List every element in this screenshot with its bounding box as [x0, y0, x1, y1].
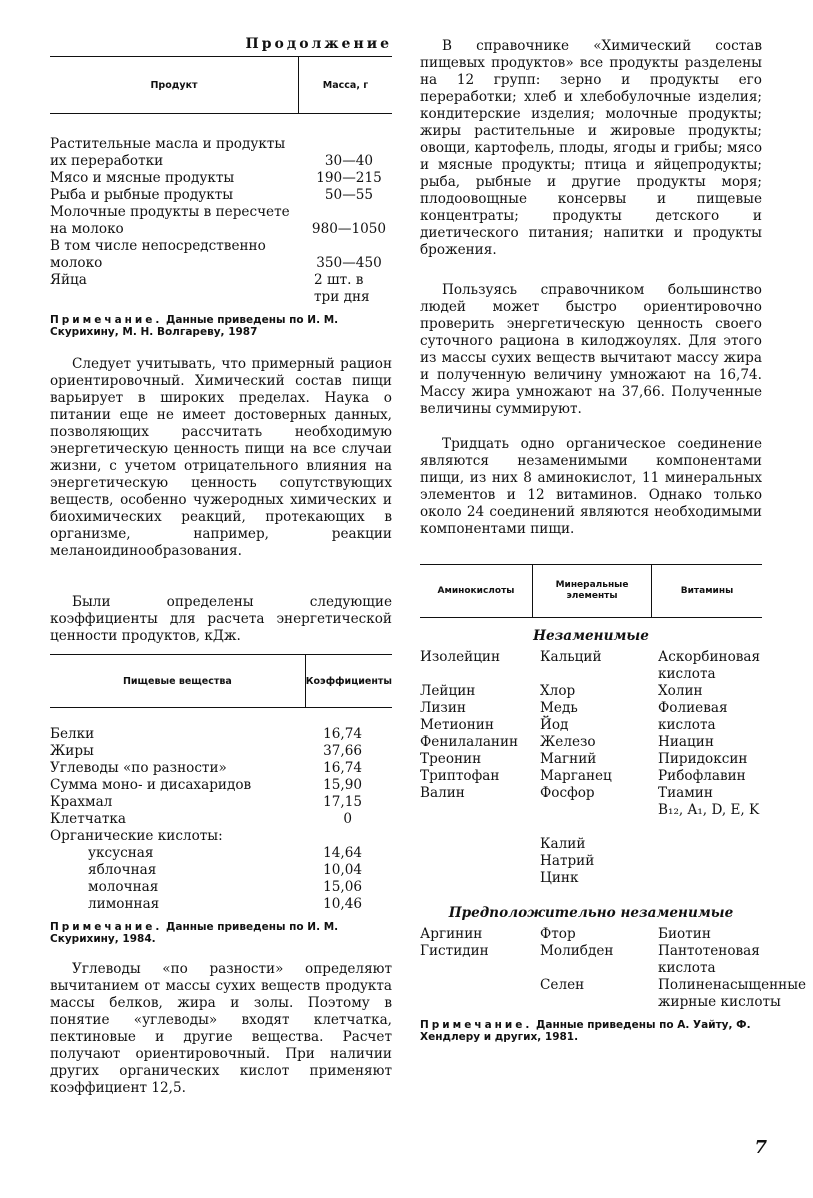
- vitamins-list: Биотин Пантотеновая кислота Полиненасыщенные жирные кислоты: [658, 926, 807, 1010]
- table1-col-product: Продукт: [150, 79, 198, 91]
- table-row: Растительные масла и продукты их переработки 30—40: [50, 136, 374, 169]
- table-row: Молочные продукты в пересчете на молоко 980—1050: [50, 204, 387, 237]
- table2-note: Примечание. Данные приведены по И. М. Скурихину, 1984.: [50, 921, 339, 945]
- paragraph: Следует учитывать, что примерный рацион ориентировочный. Химический состав пищи варьирует в широких пределах. Наука о питании еще не имеет достоверных данных, позволяющих рассчитать необходимую энергетическую ценность пищи на все случаи жизни, с учетом отрицательного влияния на энергетическую ценность сопутствующих веществ, особенно чужеродных химических и биохимических реакций, протекающих в организме, например, реакции меланоидинообразования.: [50, 356, 392, 559]
- continued-heading: Продолжение: [245, 36, 392, 52]
- table-row: Органические кислоты:: [50, 828, 223, 844]
- table-row: Жиры 37,66: [50, 743, 362, 759]
- table3-body-2: [420, 926, 807, 1011]
- table1-body: [50, 136, 392, 306]
- table3-body: [420, 649, 762, 887]
- left-column: [50, 30, 392, 1097]
- amino-list: Изолейцин Лейцин Лизин Метионин Фенилаланин Треонин Триптофан Валин: [420, 649, 519, 801]
- table3-note: Примечание. Данные приведены по А. Уайту, Ф. Хендлеру и других, 1981.: [420, 1019, 751, 1043]
- table-row: лимонная 10,46: [88, 896, 362, 912]
- table-row: Сумма моно- и дисахаридов 15,90: [50, 777, 362, 793]
- table-row: Яйца 2 шт. в три дня: [50, 272, 370, 305]
- table3-col-amino: Аминокислоты: [437, 585, 515, 596]
- section-title: Незаменимые: [533, 628, 649, 644]
- table3-col-vitamins: Витамины: [651, 565, 762, 617]
- table2-col-coefficients: Коэффициенты: [305, 655, 392, 707]
- table2-header: [50, 654, 392, 708]
- table2-body: [50, 726, 392, 913]
- paragraph: Тридцать одно органическое соединение являются незаменимыми компонентами пищи, из них 8 аминокислот, 11 минеральных элементов и 12 витаминов. Однако только около 24 соединений являются необходимыми компонентами пищи.: [420, 436, 762, 537]
- minerals-list: Кальций Хлор Медь Йод Железо Магний Марганец Фосфор Калий Натрий Цинк: [540, 649, 612, 886]
- table-row: Рыба и рыбные продукты 50—55: [50, 187, 374, 203]
- table1-col-mass: Масса, г: [298, 57, 392, 113]
- paragraph: В справочнике «Химический состав пищевых продуктов» все продукты разделены на 12 групп: зерно и продукты его переработки; хлеб и хлебобулочные изделия; кондитерские изделия; молочные продукты; жиры растительные и жировые продукты; овощи, картофель, плоды, ягоды и грибы; мясо и мясные продукты; птица и яйцепродукты; рыба, рыбные и другие продукты моря; плодоовощные консервы и пищевые концентраты; продукты детского и диетического питания; напитки и продукты брожения.: [420, 38, 762, 258]
- right-column: [420, 38, 807, 1043]
- table3-col-minerals: Минеральные элементы: [532, 565, 651, 617]
- minerals-list: Фтор Молибден Селен: [540, 926, 614, 993]
- table-row: уксусная 14,64: [88, 845, 362, 861]
- table-row: Мясо и мясные продукты 190—215: [50, 170, 382, 186]
- table2-col-substances: Пищевые вещества: [122, 675, 232, 687]
- table-row: яблочная 10,04: [88, 862, 362, 878]
- paragraph: Углеводы «по разности» определяют вычитанием от массы сухих веществ продукта массы белков, жира и золы. Поэтому в понятие «углеводы» входят клетчатка, пектиновые и другие вещества. Расчет получают ориентировочный. При наличии других органических кислот применяют коэффициент 12,5.: [50, 961, 392, 1096]
- vitamins-list: Аскорбиновая кислота Холин Фолиевая кислота Ниацин Пиридоксин Рибофлавин Тиамин B₁₂, A₁, D, E, K: [658, 649, 761, 818]
- page-number: 7: [754, 1137, 767, 1158]
- table-row: В том числе непосредственно молоко 350—450: [50, 238, 382, 271]
- table-row: Углеводы «по разности» 16,74: [50, 760, 362, 776]
- table-row: Крахмал 17,15: [50, 794, 362, 810]
- table-row: молочная 15,06: [88, 879, 362, 895]
- paragraph: Пользуясь справочником большинство людей может быстро ориентировочно проверить энергетическую ценность своего суточного рациона в килоджоулях. Для этого из массы сухих веществ вычитают массу жира и полученную величину умножают на 16,74. Массу жира умножают на 37,66. Полученные величины суммируют.: [420, 282, 762, 417]
- table1-note: Примечание. Данные приведены по И. М. Скурихину, М. Н. Волгареву, 1987: [50, 314, 339, 338]
- paragraph: Были определены следующие коэффициенты для расчета энергетической ценности продуктов, кДж.: [50, 594, 392, 644]
- table1-header: [50, 56, 392, 114]
- table3-header: [420, 564, 762, 618]
- table-row: Клетчатка 0: [50, 811, 352, 827]
- section-title: Предположительно незаменимые: [448, 905, 734, 921]
- table-row: Белки 16,74: [50, 726, 362, 742]
- amino-list: Аргинин Гистидин: [420, 926, 489, 959]
